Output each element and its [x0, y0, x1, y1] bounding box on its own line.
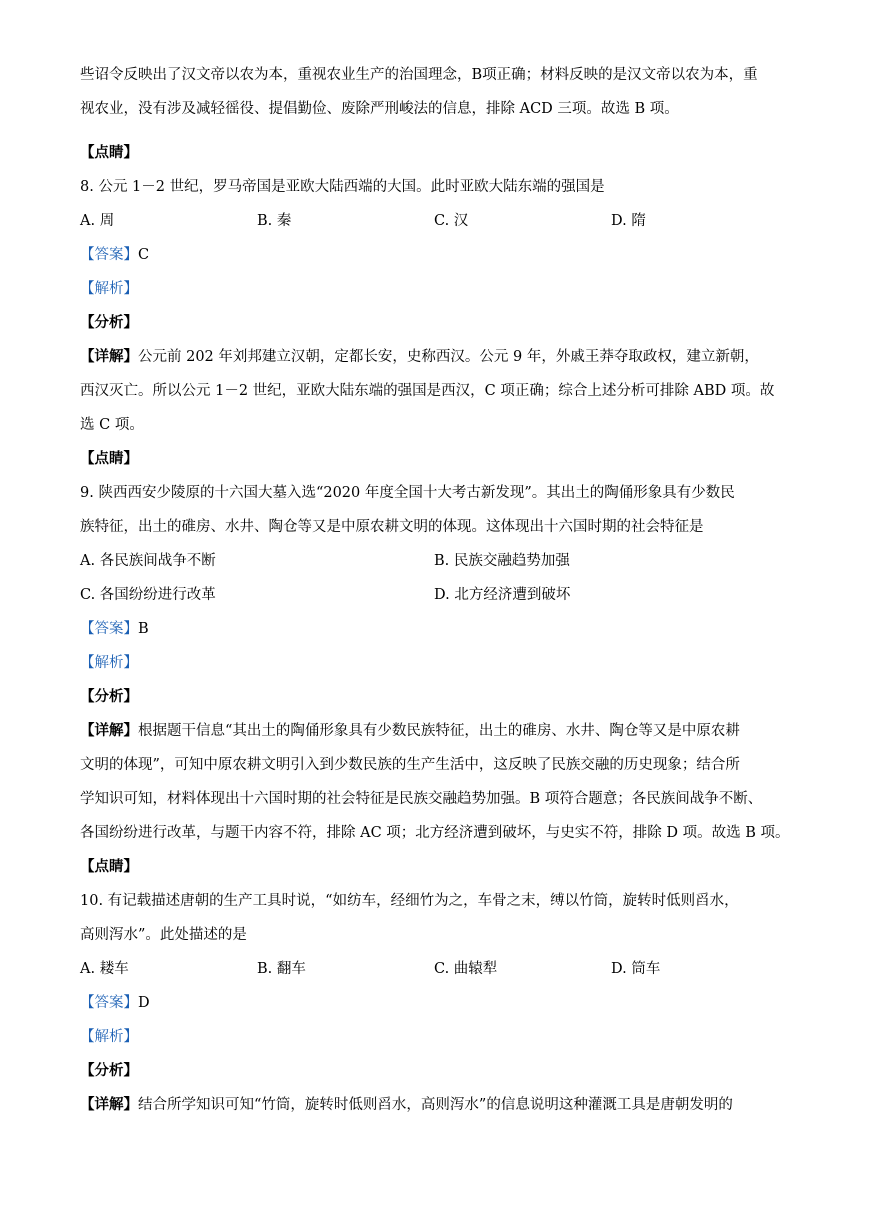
q9-stem-line-2: 族特征，出土的碓房、水井、陶仓等又是中原农耕文明的体现。这体现出十六国时期的社会特征是	[80, 519, 704, 535]
q8-option-b: B. 秦	[257, 213, 292, 229]
q9-detail-line-4: 各国纷纷进行改革，与题干内容不符，排除 AC 项；北方经济遭到破坏，与史实不符，排除 D 项。故选 B 项。	[80, 825, 790, 841]
q9-option-d: D. 北方经济遭到破坏	[434, 587, 571, 603]
q8-answer	[80, 244, 149, 266]
q10-fenxi-label: 【分析】	[80, 1062, 138, 1079]
q10-option-d: D. 筒车	[611, 961, 661, 977]
q9-option-c: C. 各国纷纷进行改革	[80, 587, 216, 603]
q9-detail-line-1	[80, 720, 740, 742]
q8-answer-value: C	[138, 247, 150, 263]
q8-tip-label: 【点睛】	[80, 450, 138, 467]
q10-answer	[80, 992, 150, 1014]
q9-answer	[80, 618, 149, 640]
q8-option-a: A. 周	[80, 213, 115, 229]
q8-stem: 8. 公元 1－2 世纪，罗马帝国是亚欧大陆西端的大国。此时亚欧大陆东端的强国是	[80, 179, 605, 195]
answer-label: 【答案】	[80, 621, 138, 637]
q10-detail-line-1	[80, 1094, 733, 1116]
q9-analysis-label: 【解析】	[80, 655, 138, 671]
detail-label: 【详解】	[80, 722, 138, 739]
q10-option-c: C. 曲辕犁	[434, 961, 498, 977]
q9-answer-value: B	[138, 621, 149, 637]
q10-analysis-label: 【解析】	[80, 1029, 138, 1045]
q8-detail-text-1: 公元前 202 年刘邦建立汉朝，定都长安，史称西汉。公元 9 年，外戚王莽夺取政权，建立新朝，	[138, 349, 759, 365]
q10-detail-text-1: 结合所学知识可知“竹筒，旋转时低则舀水，高则泻水”的信息说明这种灌溉工具是唐朝发明的	[138, 1097, 733, 1113]
q9-detail-text-1: 根据题干信息“其出土的陶俑形象具有少数民族特征，出土的碓房、水井、陶仓等又是中原农耕	[138, 723, 740, 739]
answer-label: 【答案】	[80, 995, 138, 1011]
q9-detail-line-3: 学知识可知，材料体现出十六国时期的社会特征是民族交融趋势加强。B 项符合题意；各民族间战争不断、	[80, 791, 763, 807]
q10-option-a: A. 耧车	[80, 961, 129, 977]
q10-option-b: B. 翻车	[257, 961, 306, 977]
intro-line-1: 些诏令反映出了汉文帝以农为本，重视农业生产的治国理念，B项正确；材料反映的是汉文帝以农为本，重	[80, 67, 758, 83]
answer-label: 【答案】	[80, 247, 138, 263]
q8-option-d: D. 隋	[611, 213, 646, 229]
intro-line-2: 视农业，没有涉及减轻徭役、提倡勤俭、废除严刑峻法的信息，排除 ACD 三项。故选 B 项。	[80, 101, 679, 117]
q9-stem-line-1: 9. 陕西西安少陵原的十六国大墓入选“2020 年度全国十大考古新发现”。其出土的陶俑形象具有少数民	[80, 485, 735, 501]
q9-detail-line-2: 文明的体现”，可知中原农耕文明引入到少数民族的生产生活中，这反映了民族交融的历史现象；结合所	[80, 757, 740, 773]
q8-fenxi-label: 【分析】	[80, 314, 138, 331]
q10-stem-line-2: 高则泻水”。此处描述的是	[80, 927, 247, 943]
detail-label: 【详解】	[80, 1096, 138, 1113]
intro-tip-label: 【点睛】	[80, 144, 138, 161]
q10-answer-value: D	[138, 995, 150, 1011]
detail-label: 【详解】	[80, 348, 138, 365]
q8-option-c: C. 汉	[434, 213, 469, 229]
q9-tip-label: 【点睛】	[80, 858, 138, 875]
q8-detail-line-3: 选 C 项。	[80, 417, 144, 433]
q9-option-a: A. 各民族间战争不断	[80, 553, 216, 569]
q9-fenxi-label: 【分析】	[80, 688, 138, 705]
q8-detail-line-1	[80, 346, 759, 368]
q10-stem-line-1: 10. 有记载描述唐朝的生产工具时说，“如纺车，经细竹为之，车骨之末，缚以竹筒，旋转时低则舀水，	[80, 893, 739, 909]
q8-detail-line-2: 西汉灭亡。所以公元 1－2 世纪，亚欧大陆东端的强国是西汉，C 项正确；综合上述分析可排除 ABD 项。故	[80, 383, 775, 399]
q8-analysis-label: 【解析】	[80, 281, 138, 297]
q9-option-b: B. 民族交融趋势加强	[434, 553, 570, 569]
